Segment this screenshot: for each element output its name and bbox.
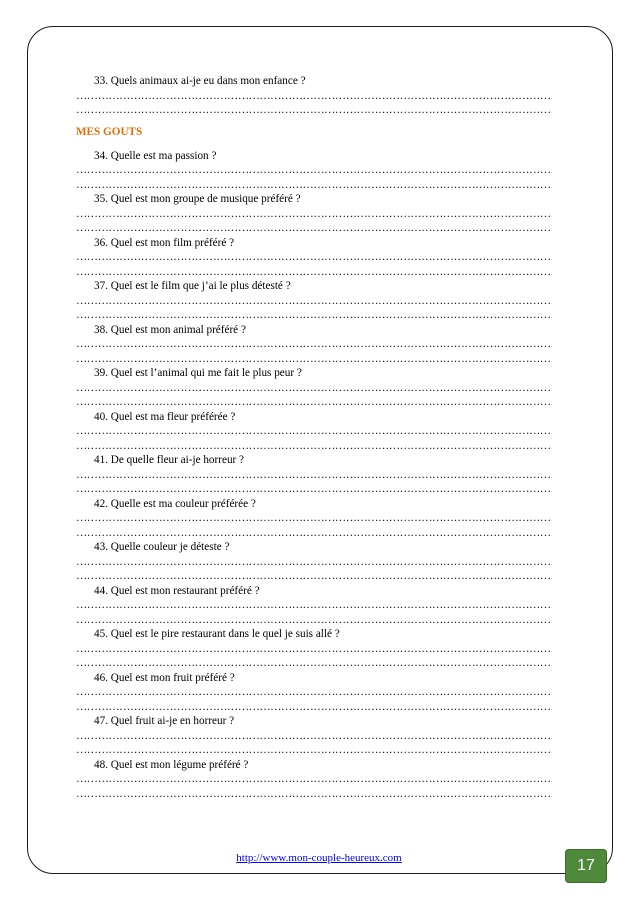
- question-block: [76, 497, 552, 541]
- answer-line[interactable]: [76, 424, 552, 439]
- question-text: 47. Quel fruit ai-je en horreur ?: [94, 715, 235, 727]
- question-block: [76, 627, 552, 671]
- answer-line[interactable]: [76, 598, 552, 613]
- website-link[interactable]: http://www.mon-couple-heureux.com: [236, 852, 402, 864]
- question-text: 46. Quel est mon fruit préféré ?: [94, 671, 235, 684]
- question-block: [76, 714, 552, 758]
- answer-line[interactable]: [76, 294, 552, 309]
- question-block: [76, 192, 552, 236]
- question-block: [76, 540, 552, 584]
- answer-line[interactable]: [76, 482, 552, 497]
- answer-line[interactable]: [76, 439, 552, 454]
- answer-line[interactable]: [76, 700, 552, 715]
- question-text: 33. Quels animaux ai-je eu dans mon enfance ?: [94, 75, 306, 87]
- answer-line[interactable]: [76, 772, 552, 787]
- page-number-badge: 17: [565, 849, 607, 883]
- question-text: 43. Quelle couleur je déteste ?: [94, 541, 230, 553]
- question-text: 40. Quel est ma fleur préférée ?: [94, 410, 236, 423]
- answer-line[interactable]: [76, 103, 552, 118]
- answer-line[interactable]: [76, 395, 552, 410]
- question-text: 37. Quel est le film que j’ai le plus détesté ?: [94, 280, 291, 292]
- question-text: 41. De quelle fleur ai-je horreur ?: [94, 454, 245, 466]
- answer-line[interactable]: [76, 511, 552, 526]
- question-text: 36. Quel est mon film préféré ?: [94, 236, 235, 249]
- answer-line[interactable]: [76, 163, 552, 178]
- answer-line[interactable]: [76, 221, 552, 236]
- question-text: 44. Quel est mon restaurant préféré ?: [94, 584, 260, 597]
- question-block: [76, 366, 552, 410]
- answer-line[interactable]: [76, 89, 552, 104]
- question-block: [76, 279, 552, 323]
- question-text: 38. Quel est mon animal préféré ?: [94, 323, 246, 336]
- question-text: 45. Quel est le pire restaurant dans le quel je suis allé ?: [94, 628, 340, 640]
- question-text: 39. Quel est l’animal qui me fait le plus peur ?: [94, 367, 302, 379]
- answer-line[interactable]: [76, 526, 552, 541]
- answer-line[interactable]: [76, 308, 552, 323]
- question-block: [76, 236, 552, 280]
- answer-line[interactable]: [76, 352, 552, 367]
- answer-line[interactable]: [76, 337, 552, 352]
- answer-line[interactable]: [76, 207, 552, 222]
- answer-line[interactable]: [76, 613, 552, 628]
- answer-line[interactable]: [76, 555, 552, 570]
- question-block: [76, 149, 552, 193]
- answer-line[interactable]: [76, 743, 552, 758]
- answer-line[interactable]: [76, 685, 552, 700]
- answer-line[interactable]: [76, 569, 552, 584]
- answer-line[interactable]: [76, 178, 552, 193]
- question-text: 35. Quel est mon groupe de musique préféré ?: [94, 193, 301, 205]
- answer-line[interactable]: [76, 265, 552, 280]
- question-text: 48. Quel est mon légume préféré ?: [94, 758, 249, 771]
- question-text: 42. Quelle est ma couleur préférée ?: [94, 497, 256, 510]
- answer-line[interactable]: [76, 729, 552, 744]
- answer-line[interactable]: [76, 642, 552, 657]
- question-text: 34. Quelle est ma passion ?: [94, 149, 217, 162]
- question-block: [76, 758, 552, 802]
- question-block: [76, 323, 552, 367]
- answer-line[interactable]: [76, 468, 552, 483]
- answer-line[interactable]: [76, 381, 552, 396]
- question-block: [76, 410, 552, 454]
- section-title: MES GOUTS: [76, 125, 143, 138]
- answer-line[interactable]: [76, 250, 552, 265]
- answer-line[interactable]: [76, 656, 552, 671]
- questionnaire: [76, 74, 552, 801]
- question-block: [76, 671, 552, 715]
- question-list: [76, 149, 552, 802]
- question-block: [76, 453, 552, 497]
- question-block: [76, 584, 552, 628]
- question-block: [76, 74, 552, 118]
- answer-line[interactable]: [76, 787, 552, 802]
